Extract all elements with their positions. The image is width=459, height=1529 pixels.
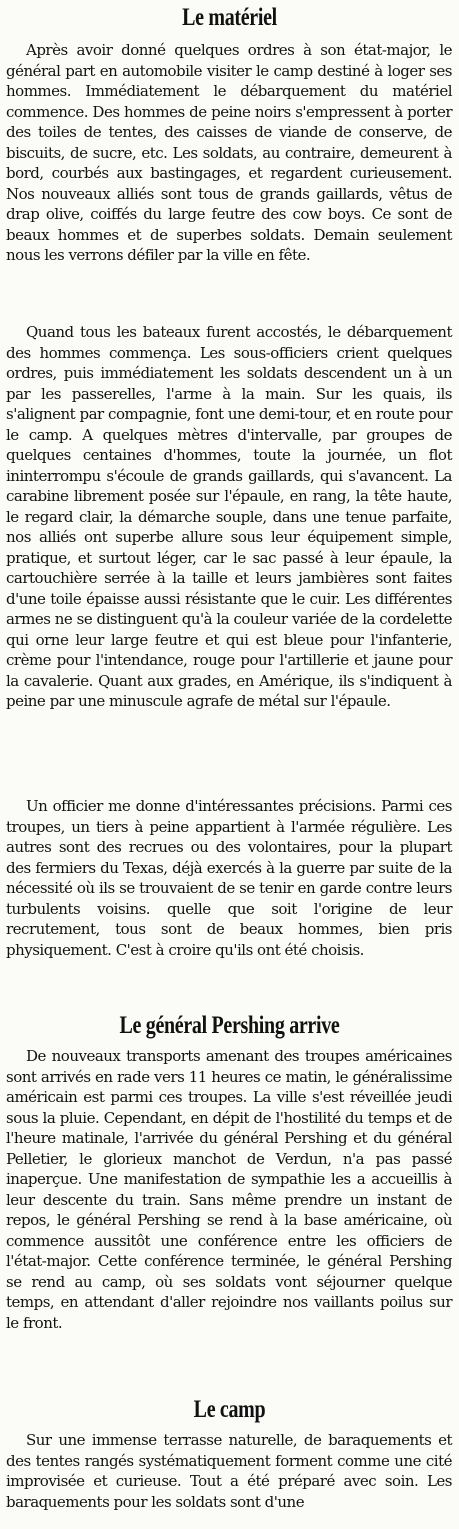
paragraph-materiel-2: Quand tous les bateaux furent accostés, le débarquement des hommes commença. Les sous-officiers crient quelques ordres, puis immédiatement les soldats descendent un à un par les passerelles, l'arme à la main. Sur les quais, ils s'alignent par compagnie, font une demi-tour, et en route pour le camp. A quelques mètres d'intervalle, par groupes de quelques centaines d'hommes, toute la journée, un flot ininterrompu s'écoule de grands gaillards, qui s'avancent. La carabine librement posée sur l'épaule, en rang, la tête haute, le regard clair, la démarche souple, dans une tenue parfaite, nos alliés ont superbe allure sous leur équipement simple, pratique, et surtout léger, car le sac passé à leur épaule, la cartouchière serrée à la taille et leurs jambières sont faites d'une toile épaisse aussi résistante que le cuir. Les différentes armes ne se distinguent qu'à la couleur variée de la cordelette qui orne leur large feutre et qui est bleue pour l'infanterie, crème pour l'intendance, rouge pour l'artillerie et jaune pour la cavalerie. Quant aux grades, en Amérique, ils s'indiquent à peine par une minuscule agrafe de métal sur l'épaule. [6,323,452,710]
paragraph-pershing-1: De nouveaux transports amenant des troupes américaines sont arrivés en rade vers 11 heures ce matin, le généralissime américain est parmi ces troupes. La ville s'est réveillée jeudi sous la pluie. Cependant, en dépit de l'hostilité du temps et de l'heure matinale, l'arrivée du général Pershing et du général Pelletier, le glorieux manchot de Verdun, n'a pas passé inaperçue. Une manifestation de sympathie les a accueillis à leur descente du train. Sans même prendre un instant de repos, le général Pershing se rend à la base américaine, où commence aussitôt une conférence entre les officiers de l'état-major. Cette conférence terminée, le général Pershing se rend au camp, où ses soldats vont séjourner quelque temps, en attendant d'aller rejoindre nos vaillants poilus sur le front. [6,1047,452,1332]
paragraph-materiel-1: Après avoir donné quelques ordres à son état-major, le général part en automobile visiter le camp destiné à loger ses hommes. Immédiatement le débarquement du matériel commence. Des hommes de peine noirs s'empressent à porter des toiles de tentes, des caisses de viande de conserve, de biscuits, de sucre, etc. Les soldats, au contraire, demeurent à bord, courbés aux bastingages, et regardent curieusement. Nos nouveaux alliés sont tous de grands gaillards, vêtus de drap olive, coiffés du large feutre des cow boys. Ce sont de beaux hommes et de superbes soldats. Demain seulement nous les verrons défiler par la ville en fête. [6,41,452,264]
paragraph-camp-1: Sur une immense terrasse naturelle, de baraquements et des tentes rangés systématiquement forment comme une cité improvisée et curieuse. Tout a été préparé avec soin. Les baraquements pour les soldats sont d'une [6,1431,452,1511]
section-heading-pershing: Le général Pershing arrive [119,1012,340,1039]
section-heading-camp: Le camp [193,1396,266,1423]
section-heading-materiel: Le matériel [182,4,277,31]
paragraph-materiel-3: Un officier me donne d'intéressantes précisions. Parmi ces troupes, un tiers à peine appartient à l'armée régulière. Les autres sont des recrues ou des volontaires, pour la plupart des fermiers du Texas, déjà exercés à la guerre par suite de la nécessité où ils se trouvaient de se tenir en garde contre leurs turbulents voisins. quelle que soit l'origine de leur recrutement, tous sont de beaux hommes, bien pris physiquement. C'est à croire qu'ils ont été choisis. [6,797,452,959]
